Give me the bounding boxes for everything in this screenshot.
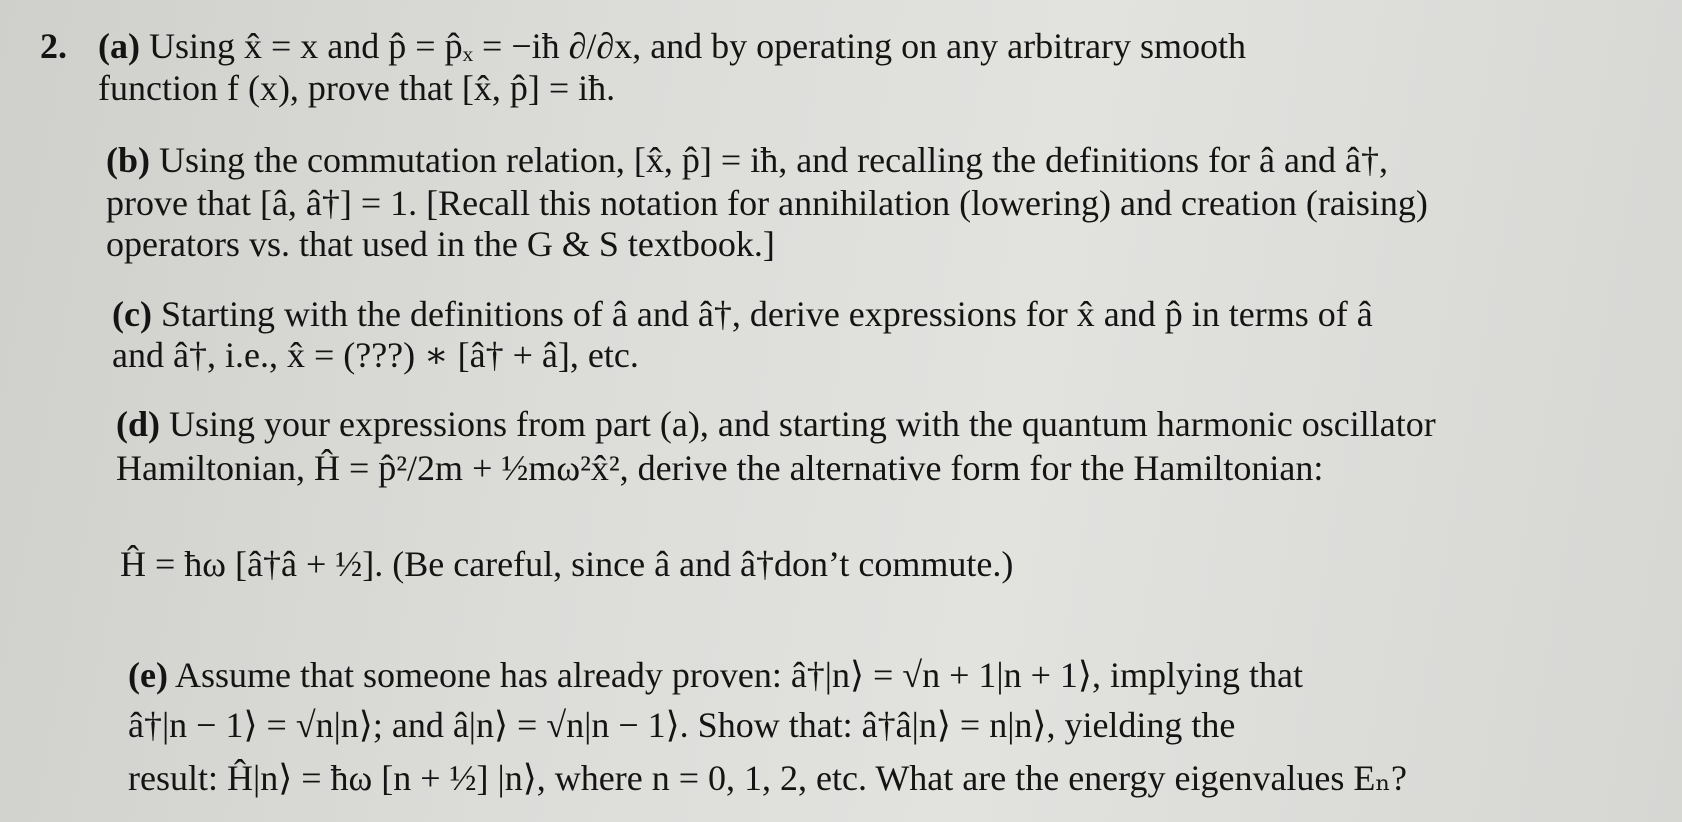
part-d-line-1 (116, 404, 1436, 444)
part-a-line-2: function f (x), prove that [x̂, p̂] = iħ. (98, 68, 616, 108)
part-b-line-1 (106, 140, 1388, 180)
part-d-line-2: Hamiltonian, Ĥ = p̂²/2m + ½mω²x̂², derive the alternative form for the Hamiltonian: (116, 448, 1324, 488)
question-number: 2. (40, 26, 67, 66)
part-a-line-1 (98, 26, 1246, 66)
part-b-text-1: Using the commutation relation, [x̂, p̂] = iħ, and recalling the definitions for â and â†, (159, 140, 1388, 180)
part-c-line-1 (112, 294, 1373, 334)
part-c-line-2: and â†, i.e., x̂ = (???) ∗ [â† + â], etc. (112, 335, 639, 375)
part-c-label: (c) (112, 294, 152, 334)
part-a-label: (a) (98, 26, 140, 66)
part-b-label: (b) (106, 140, 150, 180)
part-e-line-3: result: Ĥ|n⟩ = ħω [n + ½] |n⟩, where n = 0, 1, 2, etc. What are the energy eigenvalues Eₙ? (128, 758, 1407, 798)
part-c-text-1: Starting with the definitions of â and â†, derive expressions for x̂ and p̂ in terms of â (160, 294, 1373, 334)
part-b-line-2: prove that [â, â†] = 1. [Recall this notation for annihilation (lowering) and creation (raising) (106, 183, 1428, 223)
part-d-text-1: Using your expressions from part (a), and starting with the quantum harmonic oscillator (169, 404, 1436, 444)
part-e-line-2: â†|n − 1⟩ = √n|n⟩; and â|n⟩ = √n|n − 1⟩. Show that: â†â|n⟩ = n|n⟩, yielding the (128, 705, 1236, 745)
part-d-hamiltonian-result: Ĥ = ħω [â†â + ½]. (Be careful, since â and â†don’t commute.) (120, 544, 1014, 584)
part-b-line-3: operators vs. that used in the G & S textbook.] (106, 224, 775, 264)
part-e-label: (e) (128, 655, 168, 695)
part-e-line-1 (128, 655, 1303, 695)
part-d-label: (d) (116, 404, 160, 444)
part-e-text-1: Assume that someone has already proven: â†|n⟩ = √n + 1|n + 1⟩, implying that (174, 655, 1303, 695)
part-a-text-1: Using x̂ = x and p̂ = p̂ₓ = −iħ ∂/∂x, and by operating on any arbitrary smooth (148, 26, 1247, 66)
